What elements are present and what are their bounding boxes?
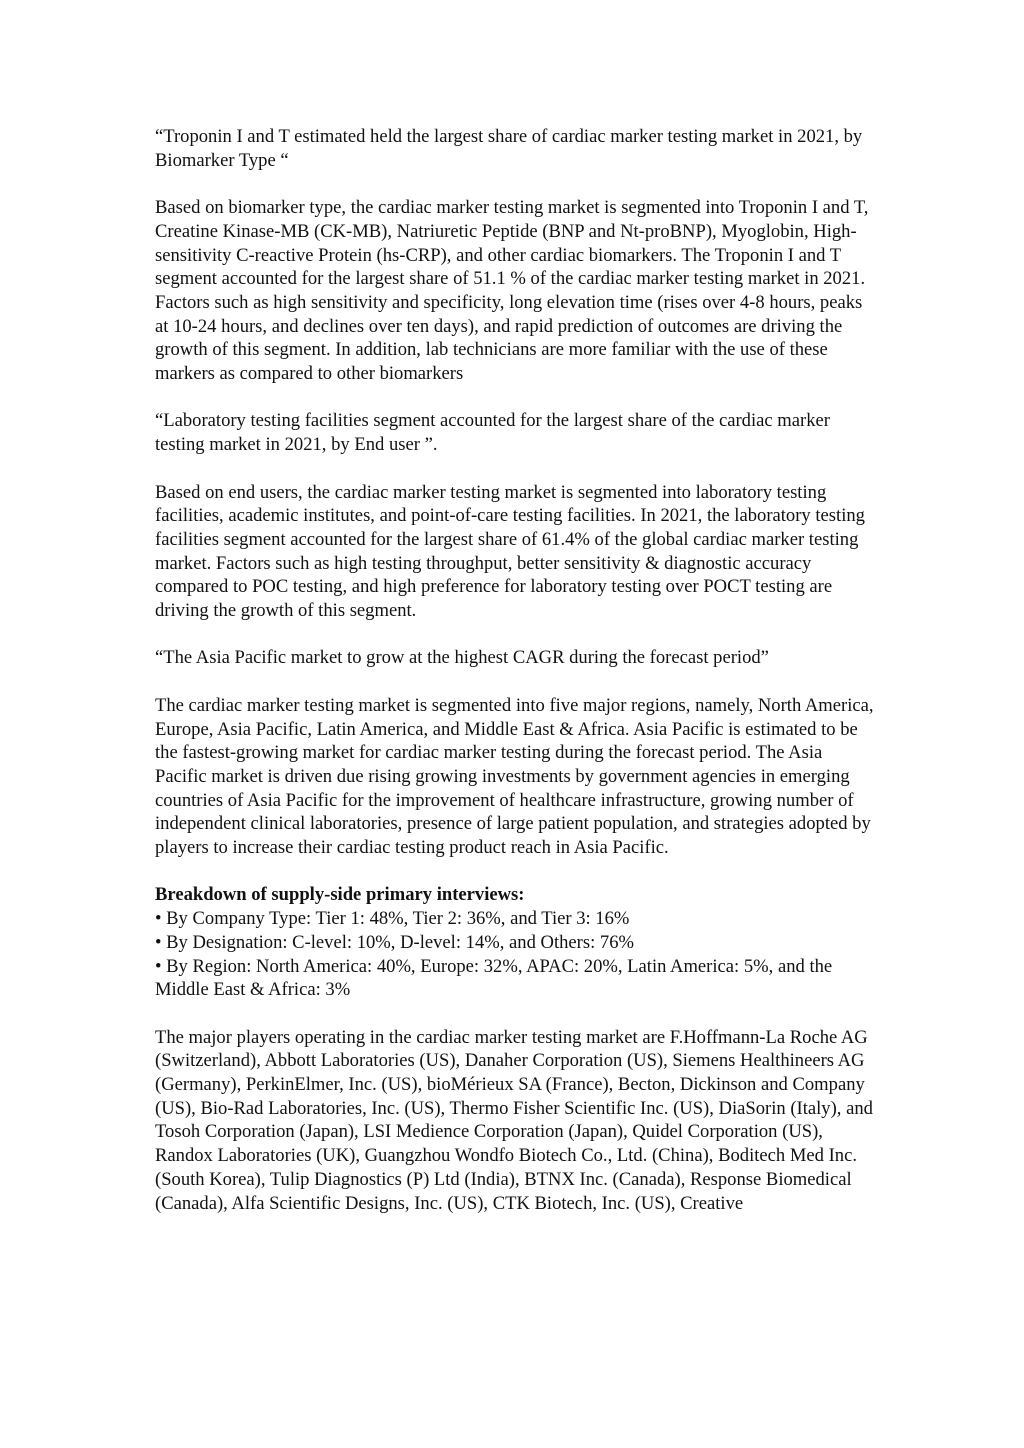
biomarker-heading: “Troponin I and T estimated held the largest share of cardiac marker testing market in 2021, by Biomarker Type “ [155,126,863,171]
interview-bullet-region: • By Region: North America: 40%, Europe: 32%, APAC: 20%, Latin America: 5%, and the Middle East & Africa: 3% [155,955,833,1001]
biomarker-factors-paragraph: Factors such as high sensitivity and specificity, long elevation time (rises over 4-8 hours, peaks at 10-24 hours, and declines over ten days), and rapid prediction of outcomes are driving the growth of this segment. In addition, lab technicians are more familiar with the use of these markers as compared to other biomarkers [155,291,863,385]
interview-bullet-designation: • By Designation: C-level: 10%, D-level: 14%, and Others: 76% [155,931,635,953]
regions-paragraph: The cardiac marker testing market is segmented into five major regions, namely, North America, Europe, Asia Pacific, Latin America, and Middle East & Africa. Asia Pacific is estimated to be the fastest-growing market for cardiac marker testing during the forecast period. The Asia Pacific market is driven due rising growing investments by government agencies in emerging countries of Asia Pacific for the improvement of healthcare infrastructure, growing number of independent clinical laboratories, presence of large patient population, and strategies adopted by players to increase their cardiac testing product reach in Asia Pacific. [155,694,874,859]
asia-pacific-heading: “The Asia Pacific market to grow at the highest CAGR during the forecast period” [155,647,769,669]
major-players-paragraph: The major players operating in the cardiac marker testing market are F.Hoffmann-La Roche AG (Switzerland), Abbott Laboratories (US), Danaher Corporation (US), Siemens Healthineers AG (Germany), PerkinElmer, Inc. (US), bioMérieux SA (France), Becton, Dickinson and Company (US), Bio-Rad Laboratories, Inc. (US), Thermo Fisher Scientific Inc. (US), DiaSorin (Italy), and Tosoh Corporation (Japan), LSI Medience Corporation (Japan), Quidel Corporation (US), Randox Laboratories (UK), Guangzhou Wondfo Biotech Co., Ltd. (China), Boditech Med Inc. (South Korea), Tulip Diagnostics (P) Ltd (India), BTNX Inc. (Canada), Response Biomedical (Canada), Alfa Scientific Designs, Inc. (US), CTK Biotech, Inc. (US), Creative [155,1026,873,1214]
interview-bullet-company-type: • By Company Type: Tier 1: 48%, Tier 2: 36%, and Tier 3: 16% [155,908,630,930]
end-user-paragraph: Based on end users, the cardiac marker testing market is segmented into laboratory testing facilities, academic institutes, and point-of-care testing facilities. In 2021, the laboratory testing facilities segment accounted for the largest share of 61.4% of the global cardiac marker testing market. Factors such as high testing throughput, better sensitivity & diagnostic accuracy compared to POC testing, and high preference for laboratory testing over POCT testing are driving the growth of this segment. [155,481,865,622]
biomarker-paragraph: Based on biomarker type, the cardiac marker testing market is segmented into Troponin I and T, Creatine Kinase-MB (CK-MB), Natriuretic Peptide (BNP and Nt-proBNP), Myoglobin, High-sensitivity C-reactive Protein (hs-CRP), and other cardiac biomarkers. The Troponin I and T segment accounted for the largest share of 51.1 % of the cardiac marker testing market in 2021. [155,197,869,290]
interviews-heading: Breakdown of supply-side primary interviews: [155,884,525,906]
end-user-heading: “Laboratory testing facilities segment accounted for the largest share of the cardiac marker testing market in 2021, by End user ”. [155,410,830,456]
document-page [155,125,875,1215]
